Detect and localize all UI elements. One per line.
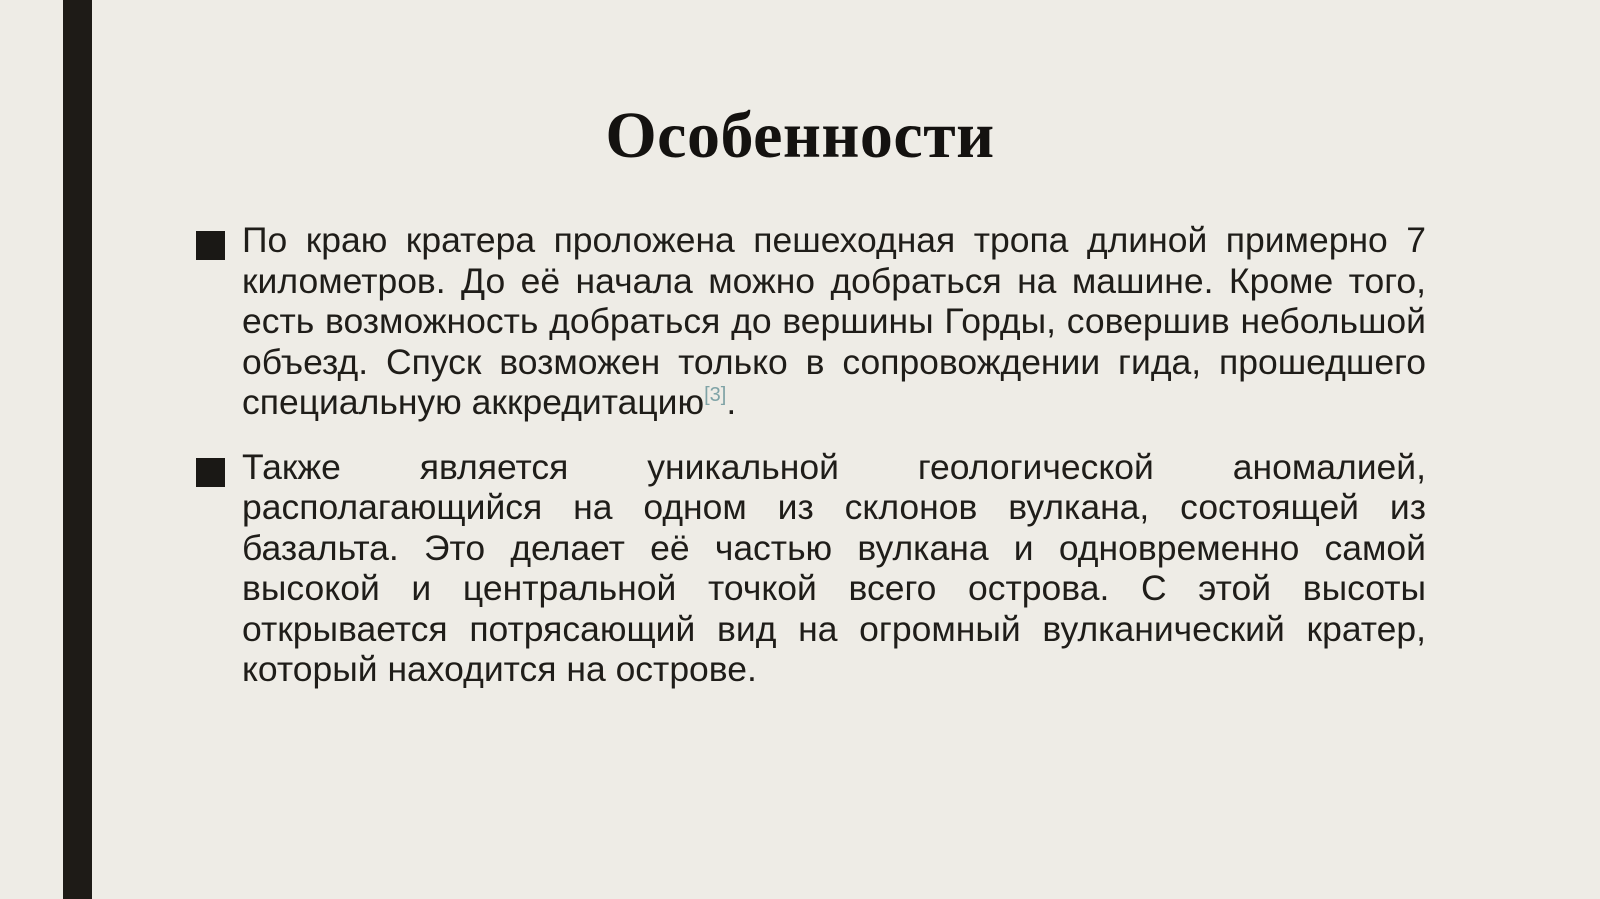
list-item: [196, 220, 1426, 423]
citation-link[interactable]: [3]: [704, 384, 727, 407]
bullet-text-end: .: [726, 382, 737, 422]
square-bullet-icon: [196, 458, 225, 487]
bullet-text: Также является уникальной геологической аномалией, располагающийся на одном из склонов вулкана, состоящей из базальта. Это делает её частью вулкана и одновременно самой высокой и центральной точкой всего острова. С этой высоты открывается потрясающий вид на огромный вулканический кратер, который находится на острове.: [242, 446, 1426, 689]
slide-title: Особенности: [605, 99, 995, 172]
square-bullet-icon: [196, 231, 225, 260]
bullet-text: По краю кратера проложена пешеходная тропа длиной примерно 7 километров. До её начала можно добраться на машине. Кроме того, есть возможность добраться до вершины Горды, совершив небольшой объезд. Спуск возможен только в сопровождении гида, прошедшего специальную аккредитацию: [242, 220, 1426, 422]
bullet-list: [196, 220, 1426, 714]
list-item: [196, 447, 1426, 690]
